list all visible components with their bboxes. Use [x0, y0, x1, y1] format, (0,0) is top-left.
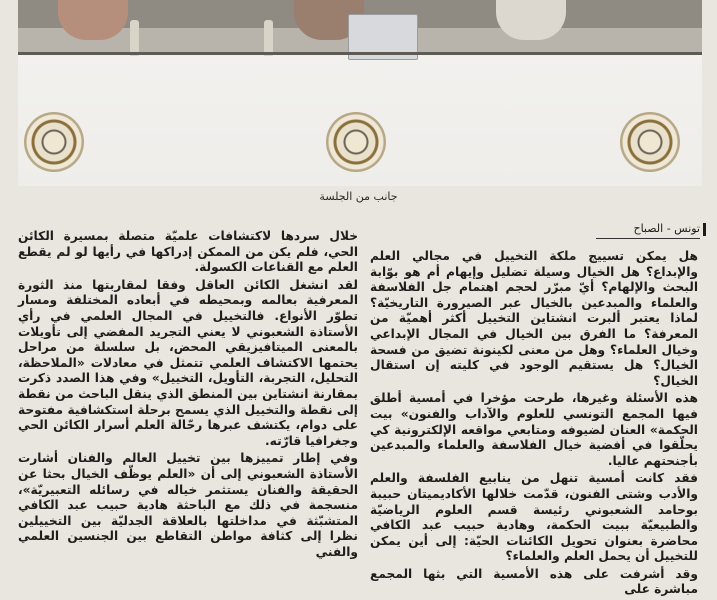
dateline-text: تونس - الصباح — [633, 222, 700, 235]
paragraph: هذه الأسئلة وغيرها، طرحت مؤخرا في أمسية أطلق فيها المجمع التونسي للعلوم والآداب والفنون» بيت الحكمة» العنان لضيوفه ومتابعي مواقعه الإلكترونية كي يحلّقوا في أفضية خيال الفلاسفة والعلماء والمبدعين بأجنحتهم عاليا. — [370, 391, 698, 468]
conference-photo — [18, 0, 702, 186]
attendee-left-figure — [58, 0, 128, 40]
paragraph: وفي إطار تمييزها بين تخييل العالم والفنان أشارت الأستاذة الشعبوني إلى أن «العلم يوظّف الخيال بحثا عن الحقيقة والفنان يستثمر خياله في رسائله التعبيريّة»، منسجمة في ذلك مع الباحثة هادية حبيب عبد الكافي المتشبّثة في مداخلتها بالعلاقة الجدليّة بين التخييلين نظرا إلى كثافة مواطن التقاطع بين الجنسين العلمي والفني — [18, 451, 358, 559]
photo-caption: جانب من الجلسة — [319, 190, 398, 203]
emblem-seal-icon — [326, 112, 386, 172]
dateline-bar — [703, 223, 706, 236]
table-edge — [18, 52, 702, 55]
water-bottle-icon — [264, 20, 273, 56]
paragraph: وقد أشرفت على هذه الأمسية التي بثها المجمع مباشرة على — [370, 566, 698, 597]
attendee-right-figure — [496, 0, 566, 40]
paragraph: فقد كانت أمسية تنهل من ينابيع الفلسفة والعلم والأدب وشتى الفنون، قدّمت خلالها الأكاديميتان حبيبة بوحامد الشعبوني رئيسة قسم العلوم الرياضيّة والطبيعيّة ببيت الحكمة، وهادية حبيب عبد الكافي محاضرة بعنوان تحويل الكائنات الحيّة: إلى أين يمكن للتخييل أن يحمل العلم والعلماء؟ — [370, 471, 698, 564]
article-column-left — [18, 229, 358, 562]
emblem-seal-icon — [24, 112, 84, 172]
dateline — [596, 222, 700, 239]
water-bottle-icon — [130, 20, 139, 56]
paragraph: خلال سردها لاكتشافات علميّة متصلة بمسيرة الكائن الحي، فلم يكن من الممكن إدراكها في رأيها لو لم يقطع العلم مع القناعات الكسولة. — [18, 229, 358, 275]
paragraph: هل يمكن تسييج ملكة التخييل في مجالي العلم والإبداع؟ هل الخيال وسيلة تضليل وإيهام أم هو بوّابة البحث والإلهام؟ أيّ مبرّر لحجم اهتمام جل الفلاسفة والعلماء والمبدعين بالخيال عبر الصيرورة التاريخيّة؟ لماذا يعتبر ألبرت انشتاين التخييل أكثر أهميّة من المعرفة؟ ما الفرق بين الخيال في المجال الإبداعي وخيال العلماء؟ وهل من معنى لكينونة تضيق من فسحة الخيال؟ هل يستقيم الوجود في كليته إن استقال الخيال؟ — [370, 249, 698, 388]
emblem-seal-icon — [620, 112, 680, 172]
paragraph: لقد انشغل الكائن العاقل وفقا لمقاربتها منذ الثورة المعرفية بعالمه وبمحيطه في أبعاده المختلفة ومسار تطوّر الأنواع. فالتخييل في المجال العلمي في رأي الأستاذة الشعبوني لا يعني التجريد المفضي إلى تأويلات بالمعنى الميتافيزيقي المحض، بل سلسلة من مراحل يحتمها الاكتشاف العلمي تتمثل في معادلات «الملاحظة، التحليل، التجربة، التأويل، التخييل» وفي هذا الصدد ذكرت بمقارنة انشتاين بين المنطق الذي ينقل الباحث من نقطة إلى نقطة والتخييل الذي يسمح برحلة استكشافية مفتوحة على دوام، يكتشف عبرها رحّالة العلم أسرار الكائن الحي وجغرافيا قارّته. — [18, 277, 358, 448]
article-column-right — [370, 249, 698, 600]
